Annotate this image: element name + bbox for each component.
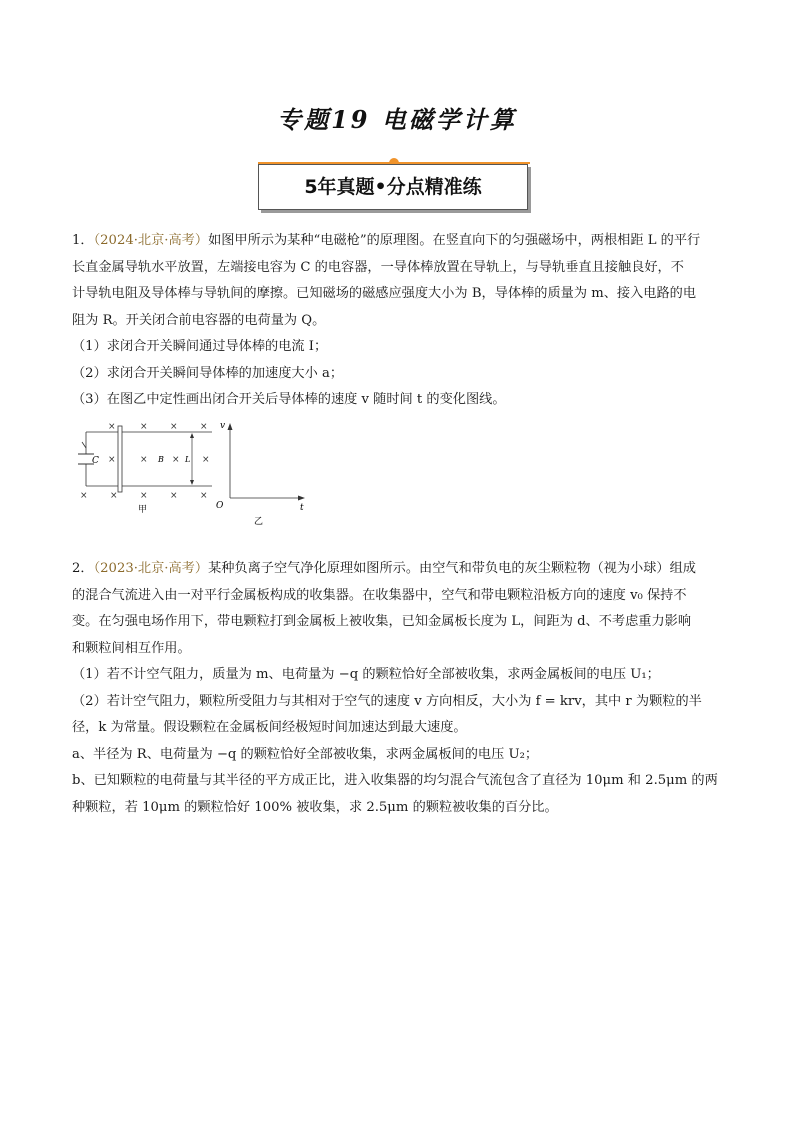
question-part: 种颗粒，若 10μm 的颗粒恰好 100% 被收集，求 2.5μm 的颗粒被收集的百分比。 <box>72 799 558 815</box>
question-stem-line: 计导轨电阻及导体棒与导轨间的摩擦。已知磁场的磁感应强度大小为 B，导体棒的质量为 m、接入电路的电 <box>72 286 697 301</box>
banner-box <box>258 164 528 210</box>
question-part: （2）求闭合开关瞬间导体棒的加速度大小 a； <box>72 365 344 381</box>
figure-q1 <box>72 418 312 528</box>
page-title: 专题19 电磁学计算 <box>277 105 517 134</box>
question-source: （2024·北京·高考） <box>93 233 209 248</box>
question-1 <box>72 228 724 414</box>
label-l: L <box>185 455 191 464</box>
field-cross: × <box>170 422 178 432</box>
question-2-line <box>72 556 724 583</box>
field-cross: × <box>172 455 180 465</box>
field-cross: × <box>170 491 178 501</box>
question-2 <box>72 556 724 821</box>
field-cross: × <box>108 422 116 432</box>
t-axis-arrow-icon <box>298 496 305 501</box>
label-t: t <box>300 503 304 513</box>
question-number: 1． <box>72 233 94 248</box>
switch <box>82 442 86 448</box>
field-cross: × <box>200 422 208 432</box>
question-stem-line: 的混合气流进入由一对平行金属板构成的收集器。在收集器中，空气和带电颗粒沿板方向的速度 v₀ 保持不 <box>72 587 687 603</box>
label-c: C <box>92 456 99 466</box>
field-cross: × <box>140 491 148 501</box>
question-stem-line: 如图甲所示为某种“电磁枪”的原理图。在竖直向下的匀强磁场中，两根相距 L 的平行 <box>208 233 701 248</box>
arrow-up-icon <box>190 433 194 438</box>
field-cross: × <box>200 491 208 501</box>
question-part: （1）求闭合开关瞬间通过导体棒的电流 I； <box>72 339 328 354</box>
field-cross: × <box>80 491 88 501</box>
question-stem-line: 和颗粒间相互作用。 <box>72 640 191 656</box>
label-jia: 甲 <box>138 505 148 515</box>
conductor-rod <box>118 426 122 492</box>
field-cross: × <box>110 491 118 501</box>
field-cross: × <box>108 455 116 465</box>
arrow-down-icon <box>190 480 194 485</box>
banner-text: 5年真题•分点精准练 <box>304 176 482 198</box>
field-cross: × <box>140 455 148 465</box>
field-cross: × <box>202 455 210 465</box>
label-b: B <box>158 455 164 464</box>
question-number: 2． <box>72 561 94 576</box>
question-stem-line: 长直金属导轨水平放置，左端接电容为 C 的电容器，一导体棒放置在导轨上，与导轨垂直且接触良好，不 <box>72 259 684 275</box>
label-origin: O <box>216 501 224 511</box>
question-source: （2023·北京·高考） <box>93 561 209 576</box>
v-axis-arrow-icon <box>228 423 233 430</box>
label-yi: 乙 <box>254 517 264 527</box>
label-v: v <box>220 421 226 431</box>
question-stem-line: 阻为 R。开关闭合前电容器的电荷量为 Q。 <box>72 312 326 328</box>
question-part: b、已知颗粒的电荷量与其半径的平方成正比，进入收集器的均匀混合气流包含了直径为 10μm 和 2.5μm 的两 <box>72 773 718 788</box>
question-part: 径，k 为常量。假设颗粒在金属板间经极短时间加速达到最大速度。 <box>72 720 467 735</box>
field-cross: × <box>140 422 148 432</box>
section-banner <box>258 158 530 214</box>
question-1-line <box>72 228 724 255</box>
question-part: （3）在图乙中定性画出闭合开关后导体棒的速度 v 随时间 t 的变化图线。 <box>72 392 506 407</box>
question-part: a、半径为 R、电荷量为 −q 的颗粒恰好全部被收集，求两金属板间的电压 U₂； <box>72 746 539 762</box>
question-part: （2）若计空气阻力，颗粒所受阻力与其相对于空气的速度 v 方向相反，大小为 f = krv，其中 r 为颗粒的半 <box>72 693 702 709</box>
question-stem-line: 某种负离子空气净化原理如图所示。由空气和带负电的灰尘颗粒物（视为小球）组成 <box>208 561 696 576</box>
question-part: （1）若不计空气阻力，质量为 m、电荷量为 −q 的颗粒恰好全部被收集，求两金属板间的电压 U₁； <box>72 667 660 682</box>
question-stem-line: 变。在匀强电场作用下，带电颗粒打到金属板上被收集，已知金属板长度为 L，间距为 d、不考虑重力影响 <box>72 614 692 629</box>
